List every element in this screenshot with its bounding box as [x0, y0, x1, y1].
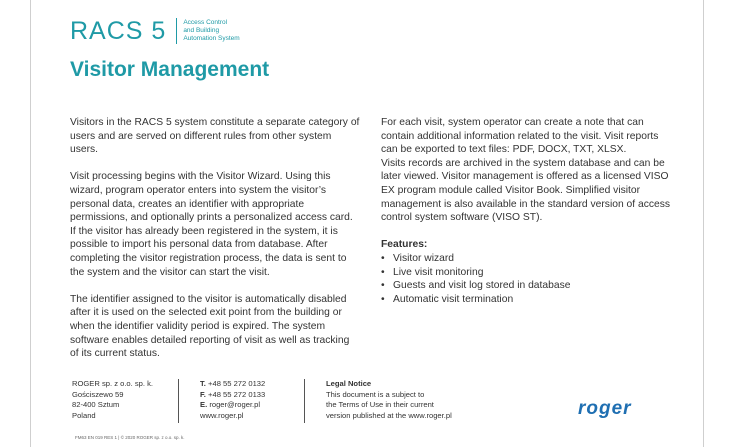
document-code: FM63 EN 019 RES 1 | © 2020 ROGER sp. z o.o. sp. k.	[75, 435, 185, 440]
logo-separator	[176, 18, 177, 44]
footer-divider	[304, 379, 305, 423]
features-list	[381, 252, 671, 306]
list-item: • Visitor wizard	[381, 252, 671, 266]
list-item: • Automatic visit termination	[381, 293, 671, 307]
fax-number[interactable]: +48 55 272 0133	[208, 389, 266, 399]
paragraph: The identifier assigned to the visitor is automatically disabled after it is used on the selected exit point from the building or when the identifier validity period is expired. The system software enables detailed reporting of visit as well as tracking of its current status.	[70, 293, 350, 360]
list-item: • Guests and visit log stored in database	[381, 279, 671, 293]
logo-mark: RACS 5	[70, 17, 167, 45]
website-link[interactable]: www.roger.pl	[200, 410, 244, 420]
footer-divider	[178, 379, 179, 423]
racs-logo	[70, 17, 240, 45]
features-heading: Features:	[381, 239, 428, 251]
left-column	[70, 116, 360, 374]
paragraph: Visit processing begins with the Visitor Wizard. Using this wizard, program operator enters into system the visitor’s personal data, creates an identifier with appropriate permissions, and optionally prints a personalized access card. If the visitor has already been registered in the system, it is possible to import his personal data from database. After completing the visitor registration process, the data is sent to the system and the visitor can start the visit.	[70, 171, 353, 278]
phone-number[interactable]: +48 55 272 0132	[208, 379, 266, 388]
footer-legal: Legal Notice This document is a subject to the Terms of Use in their current version published at the www.roger.pl	[326, 379, 452, 420]
logo-tagline: Access Control and Building Automation System	[183, 19, 240, 42]
paragraph: Visits records are archived in the system database and can be later viewed. Visitor management is offered as a licensed VISO EX program module called Visitor Book. Simplified visitor management is also available in the standard version of access control system software (VISO ST).	[381, 157, 671, 224]
roger-logo: roger	[578, 398, 632, 419]
paragraph: Visitors in the RACS 5 system constitute a separate category of users and are served on different rules from other system users.	[70, 117, 360, 156]
paragraph: For each visit, system operator can create a note that can contain additional information related to the visit. Visit reports can be exported to text files: PDF, DOCX, TXT, XLSX.	[381, 117, 659, 156]
list-item: • Live visit monitoring	[381, 266, 671, 280]
footer-company: ROGER sp. z o.o. sp. k. Gościszewo 59 82-400 Sztum Poland	[72, 379, 154, 420]
footer-contact: T. +48 55 272 0132 F. +48 55 272 0133 E. roger@roger.pl www.roger.pl	[200, 379, 266, 420]
right-column	[381, 116, 671, 306]
page-title: Visitor Management	[70, 58, 270, 81]
email-link[interactable]: roger@roger.pl	[209, 400, 261, 410]
